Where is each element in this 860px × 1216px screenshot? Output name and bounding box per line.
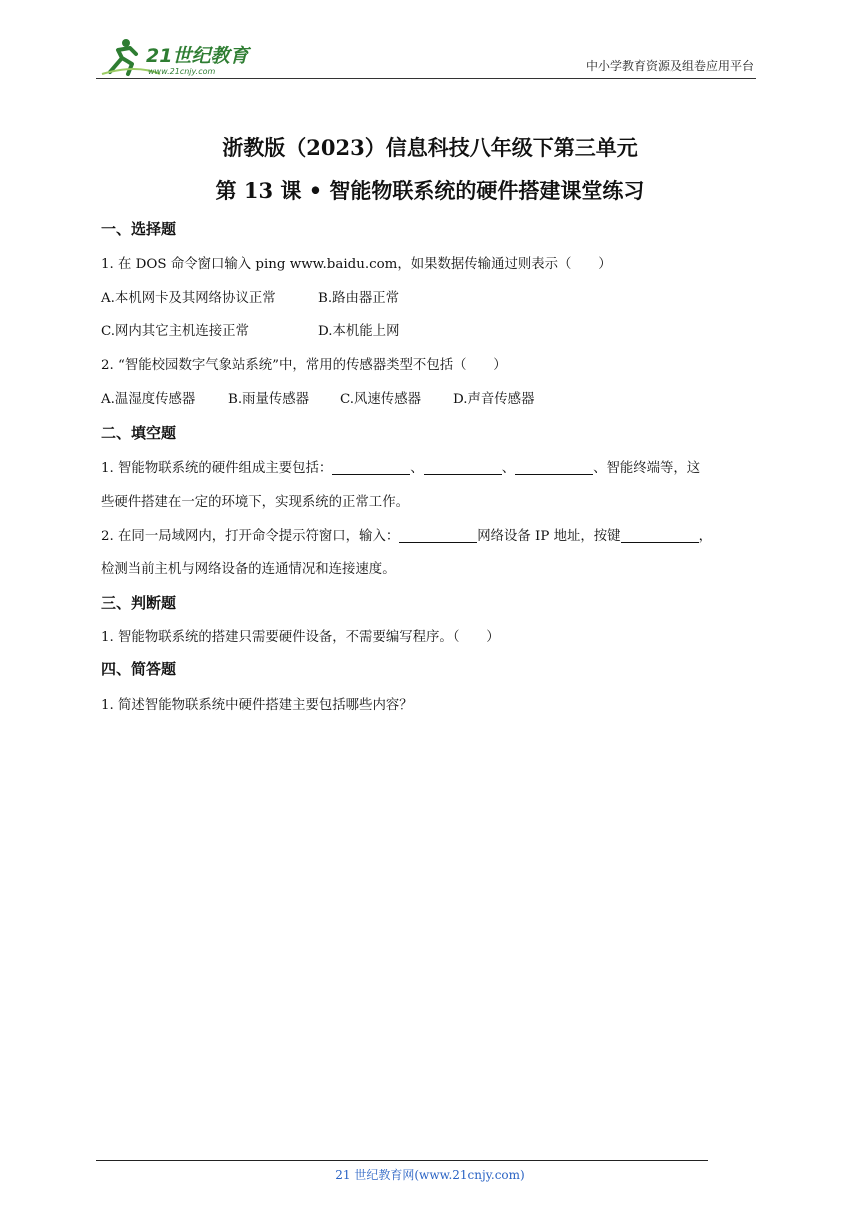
choice-q1-option-c: C.网内其它主机连接正常	[101, 324, 249, 339]
answer-blank[interactable]	[515, 460, 593, 475]
fill-question-1-line2: 些硬件搭建在一定的环境下，实现系统的正常工作。	[101, 495, 409, 510]
judge-question-1: 1. 智能物联系统的搭建只需要硬件设备，不需要编写程序。（ ）	[101, 630, 500, 645]
choice-q2-option-b: B.雨量传感器	[228, 392, 310, 407]
section-heading-choice: 一、选择题	[101, 220, 177, 238]
logo-text: 21世纪教育	[146, 45, 249, 67]
fill-question-2	[101, 525, 712, 544]
fill-q2-text-a: 2. 在同一局域网内，打开命令提示符窗口，输入：	[101, 529, 400, 544]
site-logo	[96, 34, 266, 78]
answer-blank[interactable]	[424, 460, 502, 475]
choice-question-2: 2. “智能校园数字气象站系统”中，常用的传感器类型不包括（ ）	[101, 358, 507, 373]
footer-divider	[96, 1160, 708, 1161]
fill-question-1	[101, 457, 700, 476]
header-platform-text: 中小学教育资源及组卷应用平台	[585, 59, 754, 73]
fill-q2-text-c: ，	[698, 529, 712, 544]
choice-q2-option-a: A.温湿度传感器	[101, 392, 196, 407]
section-heading-short: 四、简答题	[101, 660, 177, 678]
fill-question-2-line2: 检测当前主机与网络设备的连通情况和连接速度。	[101, 562, 396, 577]
logo-url: www.21cnjy.com	[148, 67, 216, 76]
answer-blank[interactable]	[621, 528, 699, 543]
fill-q1-sep2: 、	[501, 461, 516, 476]
fill-q1-text-a: 1. 智能物联系统的硬件组成主要包括：	[101, 461, 333, 476]
choice-q1-option-b: B.路由器正常	[318, 291, 400, 306]
fill-q2-text-b: 网络设备 IP 地址，按键	[477, 529, 621, 544]
page-title-line2: 第 13 课 • 智能物联系统的硬件搭建课堂练习	[215, 178, 645, 203]
choice-q1-option-d: D.本机能上网	[318, 324, 400, 339]
answer-blank[interactable]	[399, 528, 477, 543]
choice-q2-option-d: D.声音传感器	[453, 392, 535, 407]
short-question-1: 1. 简述智能物联系统中硬件搭建主要包括哪些内容？	[101, 698, 413, 713]
footer-link[interactable]: 21 世纪教育网(www.21cnjy.com)	[335, 1168, 525, 1182]
fill-q1-sep1: 、	[410, 461, 424, 476]
section-heading-judge: 三、判断题	[101, 594, 177, 612]
fill-q1-sep3: 、智能终端等，这	[593, 461, 701, 476]
answer-blank[interactable]	[332, 460, 410, 475]
page-title-line1: 浙教版（2023）信息科技八年级下第三单元	[222, 135, 638, 160]
choice-question-1: 1. 在 DOS 命令窗口输入 ping www.baidu.com，如果数据传输通过则表示（ ）	[101, 257, 612, 272]
choice-q1-option-a: A.本机网卡及其网络协议正常	[101, 291, 276, 306]
section-heading-fill: 二、填空题	[101, 424, 177, 442]
page-header	[96, 34, 756, 79]
choice-q2-option-c: C.风速传感器	[340, 392, 421, 407]
